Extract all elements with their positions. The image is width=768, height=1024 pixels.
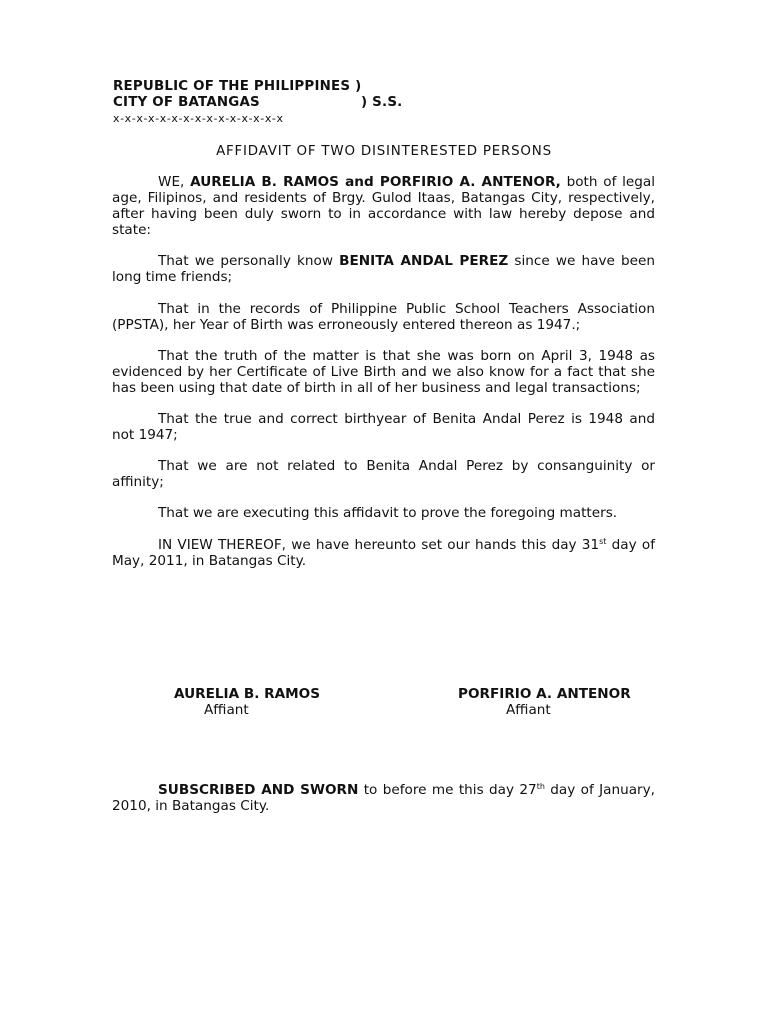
paragraph-truth: That the truth of the matter is that she was born on April 3, 1948 as evidenced by her Certificate of Live Birth and we also know for a fact that she has been using that date of birth in all of her business and legal transactions; [112, 347, 655, 396]
signature-name-right: PORFIRIO A. ANTENOR [458, 686, 631, 702]
jurat-ordinal: th [536, 782, 545, 791]
jurat-bold: SUBSCRIBED AND SWORN [158, 782, 359, 798]
affidavit-body [112, 174, 655, 584]
document-title: AFFIDAVIT OF TWO DISINTERESTED PERSONS [216, 144, 552, 159]
caption-republic [113, 79, 361, 94]
paragraph-in-view-thereof [112, 537, 655, 569]
caption-republic-text: REPUBLIC OF THE PHILIPPINES ) [113, 79, 362, 94]
paragraph-affiants [112, 174, 655, 238]
in-view-lead: IN VIEW THEREOF, we have hereunto set our hands this day 31 [158, 536, 600, 553]
in-view-ordinal: st [599, 536, 607, 546]
subject-name: BENITA ANDAL PEREZ [339, 253, 509, 270]
caption-divider: x-x-x-x-x-x-x-x-x-x-x-x-x-x-x [113, 112, 284, 125]
paragraph-records: That in the records of Philippine Public School Teachers Association (PPSTA), her Year of Birth was erroneously entered thereon as 1947.; [112, 300, 655, 333]
paragraph-affiants-rest: both of legal age, Filipinos, and residents of Brgy. Gulod Itaas, Batangas City, respectively, after having been duly sworn to in accordance with law hereby depose and state: [112, 174, 655, 239]
caption-ss-text: ) S.S. [361, 95, 403, 110]
signature-block-right [458, 686, 698, 718]
paragraph-purpose: That we are executing this affidavit to prove the foregoing matters. [158, 505, 618, 522]
in-view-rest: day of May, 2011, in Batangas City. [112, 536, 655, 569]
paragraph-affiants-lead: WE, [158, 174, 191, 190]
signature-name-left: AURELIA B. RAMOS [174, 686, 320, 702]
affiant-names: AURELIA B. RAMOS and PORFIRIO A. ANTENOR, [190, 174, 561, 190]
caption-city [113, 95, 403, 110]
paragraph-acquaintance [112, 253, 655, 285]
signature-block-left [174, 686, 414, 718]
signature-role-left: Affiant [204, 702, 249, 718]
paragraph-acquaintance-lead: That we personally know [158, 253, 340, 270]
paragraph-acquaintance-rest: since we have been long time friends; [112, 253, 655, 286]
caption-city-text: CITY OF BATANGAS [113, 95, 260, 110]
paragraph-not-related: That we are not related to Benita Andal Perez by consanguinity or affinity; [112, 458, 655, 491]
jurat-paragraph [112, 782, 655, 814]
jurat-rest: day of January, 2010, in Batangas City. [112, 782, 655, 815]
jurat-lead: to before me this day 27 [358, 782, 537, 798]
signature-role-right: Affiant [506, 702, 551, 718]
paragraph-birthyear: That the true and correct birthyear of Benita Andal Perez is 1948 and not 1947; [112, 411, 655, 444]
